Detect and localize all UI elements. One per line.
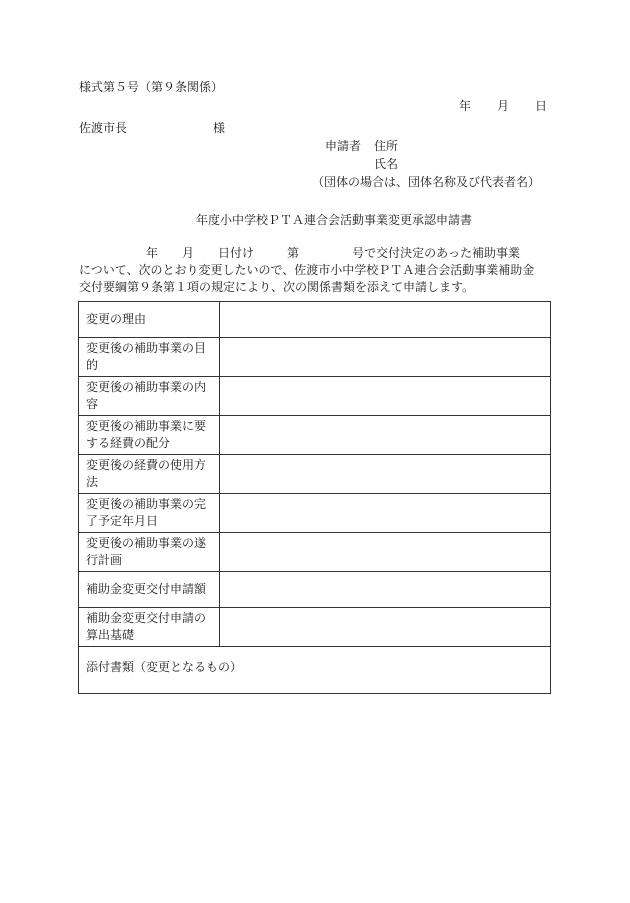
row-label: 変更後の補助事業の完 了予定年月日 xyxy=(79,494,220,533)
body-paragraph xyxy=(79,245,559,296)
attachments-label: 添付書類（変更となるもの） xyxy=(86,660,243,674)
addressee: 佐渡市長 xyxy=(79,121,128,135)
table-row xyxy=(79,338,551,377)
honorific: 様 xyxy=(213,121,226,135)
change-request-table xyxy=(78,301,551,694)
body-year: 年 xyxy=(146,246,159,260)
row-label: 変更後の補助事業に要 する経費の配分 xyxy=(79,416,220,455)
date-year-label: 年 xyxy=(459,99,472,113)
table-row xyxy=(79,455,551,494)
table-row xyxy=(79,608,551,647)
body-line-2: について、次のとおり変更したいので、佐渡市小中学校ＰＴＡ連合会活動事業補助金 xyxy=(79,263,535,277)
body-line-3: 交付要綱第９条第１項の規定により、次の関係書類を添えて申請します。 xyxy=(79,280,475,294)
row-value-field[interactable] xyxy=(220,377,551,416)
document-title: 年度小中学校ＰＴＡ連合会活動事業変更承認申請書 xyxy=(196,213,473,227)
table-row xyxy=(79,494,551,533)
body-line-1-rest: 号で交付決定のあった補助事業 xyxy=(352,246,520,260)
table-row xyxy=(79,302,551,338)
date-month-label: 月 xyxy=(497,99,510,113)
form-number: 様式第５号（第９条関係） xyxy=(79,80,224,94)
row-label: 変更の理由 xyxy=(79,302,220,338)
table-row xyxy=(79,572,551,608)
attachments-row xyxy=(79,647,551,694)
row-value-field[interactable] xyxy=(220,494,551,533)
table-row xyxy=(79,377,551,416)
row-label: 変更後の補助事業の目 的 xyxy=(79,338,220,377)
body-dated: 日付け xyxy=(218,246,255,260)
attachments-cell[interactable] xyxy=(79,647,551,694)
row-value-field[interactable] xyxy=(220,608,551,647)
table-row xyxy=(79,533,551,572)
row-value-field[interactable] xyxy=(220,338,551,377)
row-label: 変更後の補助事業の遂 行計画 xyxy=(79,533,220,572)
applicant-group-note: （団体の場合は、団体名称及び代表者名） xyxy=(312,175,541,189)
table-row xyxy=(79,416,551,455)
row-value-field[interactable] xyxy=(220,455,551,494)
date-day-label: 日 xyxy=(535,99,548,113)
applicant-name-label: 氏名 xyxy=(374,157,399,171)
row-value-field[interactable] xyxy=(220,302,551,338)
row-label: 変更後の経費の使用方 法 xyxy=(79,455,220,494)
row-value-field[interactable] xyxy=(220,533,551,572)
applicant-role: 申請者 xyxy=(325,139,362,153)
row-value-field[interactable] xyxy=(220,416,551,455)
row-label: 変更後の補助事業の内 容 xyxy=(79,377,220,416)
body-number-prefix: 第 xyxy=(287,246,300,260)
body-month: 月 xyxy=(182,246,195,260)
row-label: 補助金変更交付申請の 算出基礎 xyxy=(79,608,220,647)
row-value-field[interactable] xyxy=(220,572,551,608)
body-line-1 xyxy=(79,245,559,262)
applicant-address-label: 住所 xyxy=(374,139,399,153)
row-label: 補助金変更交付申請額 xyxy=(79,572,220,608)
